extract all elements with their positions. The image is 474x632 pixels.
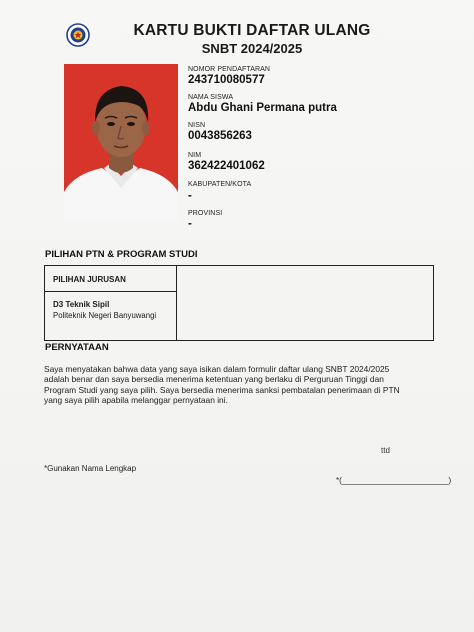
document-subtitle: SNBT 2024/2025	[201, 41, 303, 56]
signature-line: *(________________________)	[336, 476, 452, 485]
jurusan-name: D3 Teknik Sipil	[53, 300, 110, 309]
nama-siswa-value: Abdu Ghani Permana putra	[188, 102, 337, 114]
nama-siswa-label: NAMA SISWA	[188, 94, 234, 101]
provinsi-label: PROVINSI	[188, 210, 223, 217]
nim-label: NIM	[188, 152, 202, 159]
ptn-table	[44, 265, 434, 341]
pernyataan-title: PERNYATAAN	[45, 342, 109, 353]
nisn-value: 0043856263	[188, 130, 252, 142]
pernyataan-text	[44, 364, 436, 406]
ttd-label: ttd	[381, 446, 390, 455]
pernyataan-line: yang saya pilih apabila melanggar pernyataan ini.	[44, 395, 228, 406]
student-photo	[64, 64, 178, 220]
ptn-section-title: PILIHAN PTN & PROGRAM STUDI	[45, 249, 198, 260]
pernyataan-line: Saya menyatakan bahwa data yang saya isikan dalam formulir daftar ulang SNBT 2024/2025	[44, 364, 390, 374]
student-portrait-icon	[64, 64, 178, 220]
university-name: Politeknik Negeri Banyuwangi	[53, 311, 157, 320]
full-name-note: *Gunakan Nama Lengkap	[44, 464, 137, 473]
nomor-pendaftaran-value: 243710080577	[188, 74, 265, 86]
nisn-label: NISN	[188, 122, 206, 129]
nomor-pendaftaran-label: NOMOR PENDAFTARAN	[188, 66, 271, 73]
provinsi-value: -	[188, 218, 192, 230]
ptn-first-column	[45, 266, 177, 340]
document-title: KARTU BUKTI DAFTAR ULANG	[133, 22, 371, 39]
kabupaten-kota-value: -	[188, 190, 192, 202]
nim-value: 362422401062	[188, 160, 265, 172]
pernyataan-line: adalah benar dan saya bersedia menerima ketentuan yang berlaku di Perguruan Tinggi dan	[44, 374, 384, 385]
pernyataan-line: Program Studi yang saya pilih. Saya bersedia menerima sanksi pembatalan penerimaan di PTN	[44, 384, 400, 395]
kabupaten-kota-label: KABUPATEN/KOTA	[188, 181, 252, 188]
pilihan-jurusan-header: PILIHAN JURUSAN	[45, 266, 176, 292]
